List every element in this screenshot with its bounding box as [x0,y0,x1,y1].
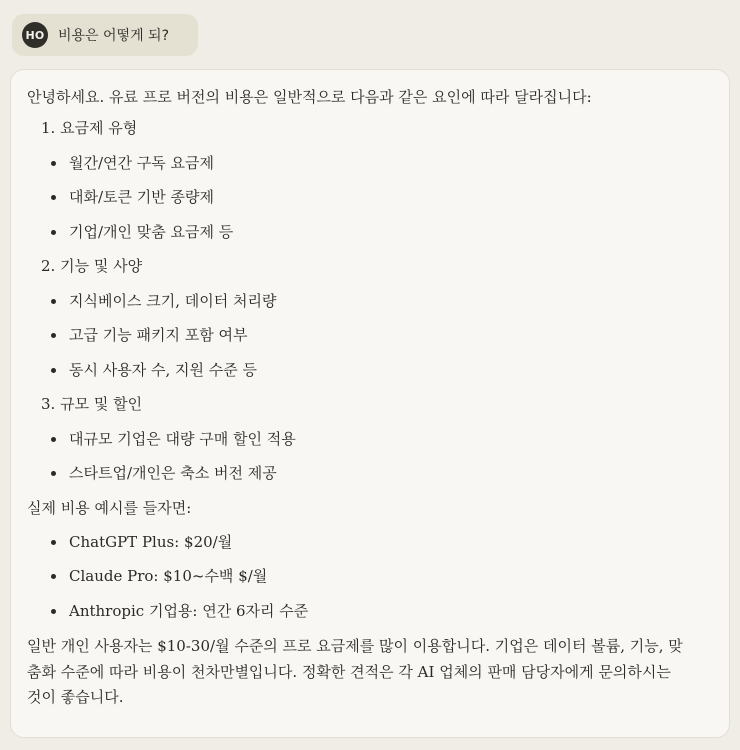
section-heading: 1. 요금제 유형 [41,119,138,137]
bullet-icon [51,540,56,545]
user-avatar[interactable]: HO [22,22,48,48]
bullet-icon [51,195,56,200]
bullet-icon [51,437,56,442]
section-heading: 3. 규모 및 할인 [41,395,143,413]
bullet-icon [51,368,56,373]
list-item: 대화/토큰 기반 종량제 [27,186,709,208]
bullet-icon [51,471,56,476]
section-heading: 2. 기능 및 사양 [41,257,143,275]
examples-lead: 실제 비용 예시를 들자면: [27,498,192,517]
bullet-icon [51,299,56,304]
user-message-text: 비용은 어떻게 되? [58,28,169,44]
list-item: 기업/개인 맞춤 요금제 등 [27,221,709,243]
list-item: 월간/연간 구독 요금제 [27,152,709,174]
reply-intro: 안녕하세요. 유료 프로 버전의 비용은 일반적으로 다음과 같은 요인에 따라 달라집니다: [27,88,592,106]
bullet-icon [51,609,56,614]
list-item: Claude Pro: $10~수백 $/월 [27,565,709,587]
list-item: 지식베이스 크기, 데이터 처리량 [27,290,709,312]
list-item: 스타트업/개인은 축소 버전 제공 [27,462,709,484]
list-item: Anthropic 기업용: 연간 6자리 수준 [27,600,709,622]
list-item: 고급 기능 패키지 포함 여부 [27,324,709,346]
assistant-reply [10,69,730,738]
reply-outro: 일반 개인 사용자는 $10-30/월 수준의 프로 요금제를 많이 이용합니다. 기업은 데이터 볼륨, 기능, 맞춤화 수준에 따라 비용이 천차만별입니다. 정확한 견적은 각 AI 업체의 판매 담당자에게 문의하시는 것이 좋습니다. [27,637,683,706]
list-item: 대규모 기업은 대량 구매 할인 적용 [27,428,709,450]
list-item: ChatGPT Plus: $20/월 [27,531,709,553]
bullet-icon [51,161,56,166]
bullet-icon [51,333,56,338]
bullet-icon [51,574,56,579]
bullet-icon [51,230,56,235]
user-message-bubble [12,14,198,56]
list-item: 동시 사용자 수, 지원 수준 등 [27,359,709,381]
